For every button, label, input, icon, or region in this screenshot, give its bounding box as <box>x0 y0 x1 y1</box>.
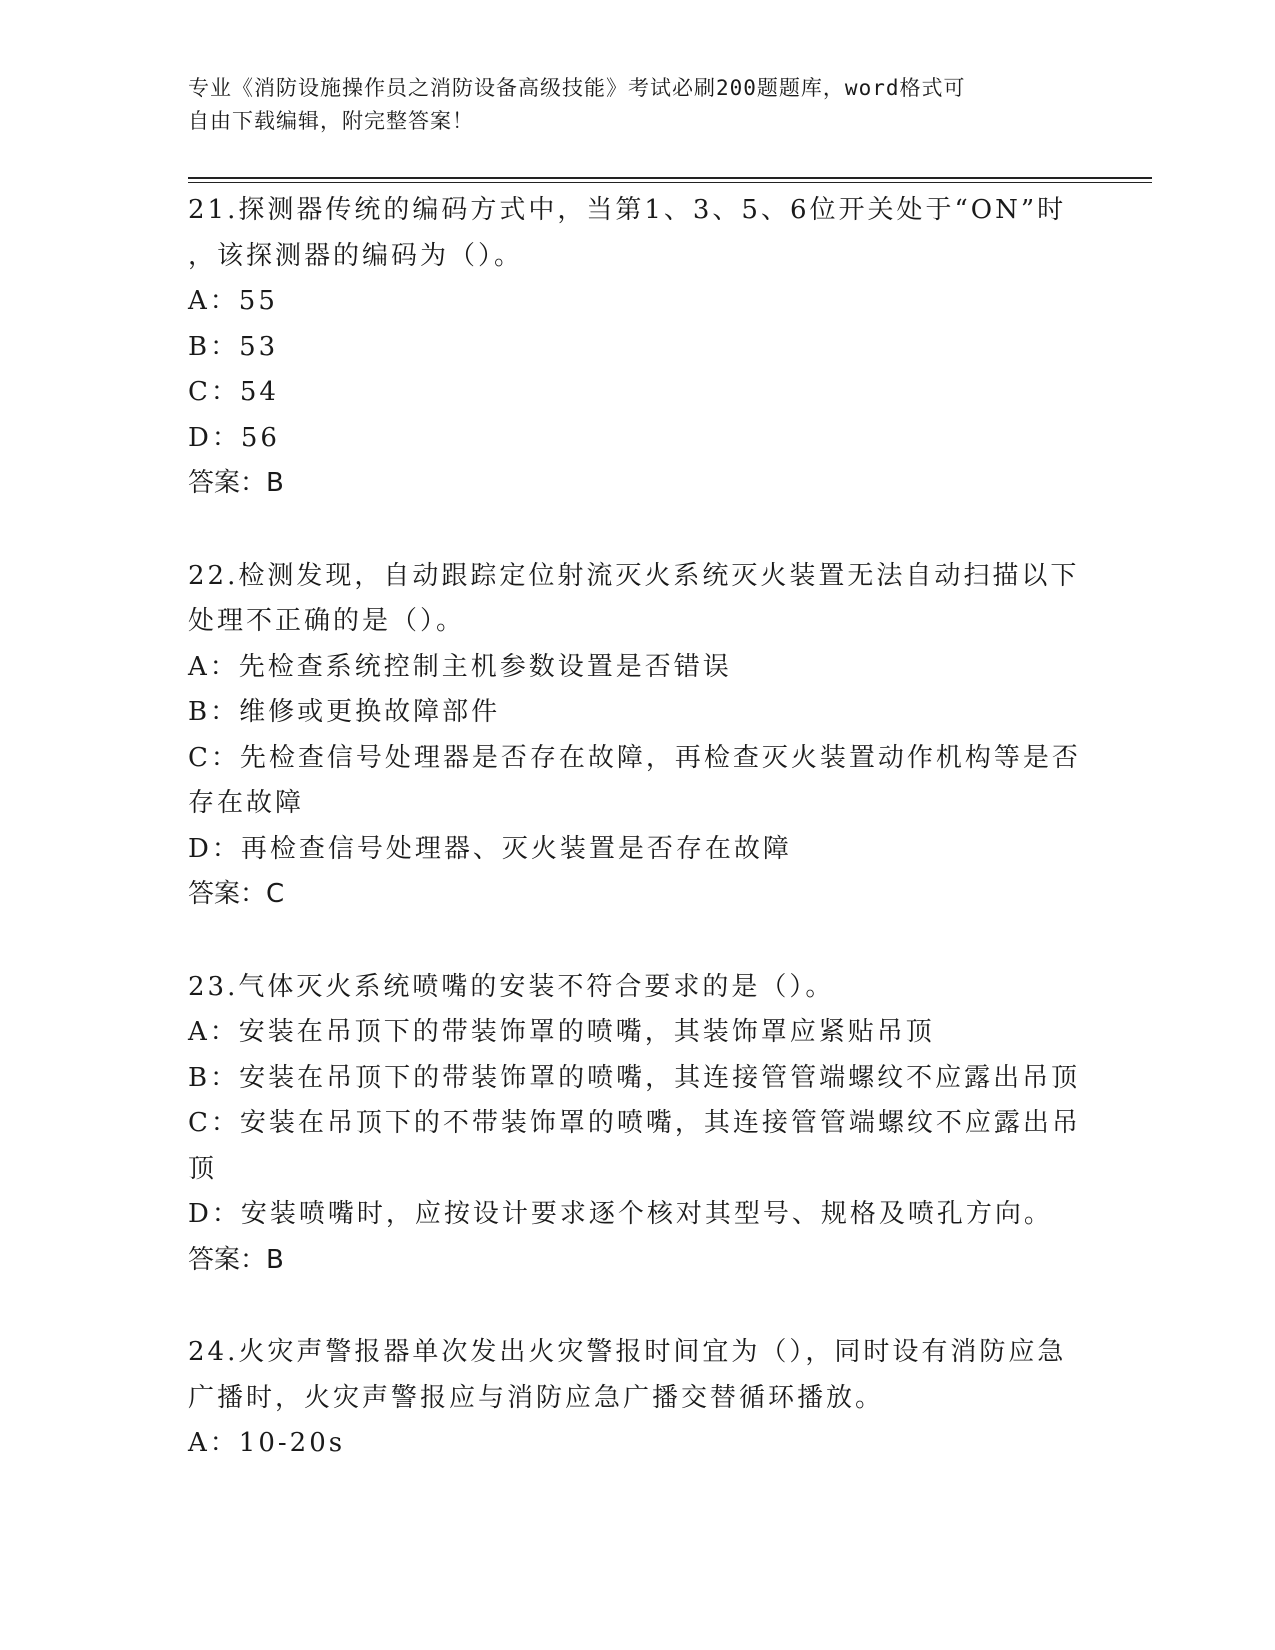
option-line: C：先检查信号处理器是否存在故障，再检查灭火装置动作机构等是否 <box>188 742 1081 773</box>
answer-value: C <box>266 879 286 909</box>
option-line: 顶 <box>188 1153 218 1184</box>
header-line-2: 自由下载编辑，附完整答案！ <box>188 109 474 133</box>
answer-line <box>188 872 1088 918</box>
option-line: 存在故障 <box>188 788 305 818</box>
question-stem <box>188 188 1088 279</box>
question-stem-line: 22.检测发现，自动跟踪定位射流灭火系统灭火装置无法自动扫描以下 <box>188 560 1080 591</box>
option-c <box>188 736 1088 827</box>
question-stem-line: 24.火灾声警报器单次发出火灾警报时间宜为（），同时设有消防应急 <box>188 1337 1067 1367</box>
answer-label: 答案： <box>188 468 267 498</box>
option-c: C：54 <box>188 377 279 407</box>
question-stem-line: 21.探测器传统的编码方式中，当第1、3、5、6位开关处于“ON”时 <box>188 195 1067 225</box>
question-stem-line: 广播时，火灾声警报应与消防应急广播交替循环播放。 <box>188 1382 885 1413</box>
answer-value: B <box>266 468 285 498</box>
option-c <box>188 1101 1088 1192</box>
option-d: D：安装喷嘴时，应按设计要求逐个核对其型号、规格及喷孔方向。 <box>188 1199 1053 1229</box>
question-stem <box>188 554 1088 645</box>
question-24 <box>188 1330 1088 1467</box>
option-b: B：安装在吊顶下的带装饰罩的喷嘴，其连接管管端螺纹不应露出吊顶 <box>188 1062 1081 1093</box>
question-stem <box>188 965 1088 1011</box>
header-divider-thick <box>188 177 1152 179</box>
option-b: B：53 <box>188 331 279 362</box>
option-a: A：10-20s <box>188 1428 346 1458</box>
question-list <box>188 188 1088 1467</box>
option-d: D：56 <box>188 422 280 453</box>
header-divider-thin <box>188 182 1152 183</box>
question-21 <box>188 188 1088 507</box>
option-line: C：安装在吊顶下的不带装饰罩的喷嘴，其连接管管端螺纹不应露出吊 <box>188 1108 1081 1138</box>
answer-label: 答案： <box>188 879 267 909</box>
question-stem-line: ，该探测器的编码为（）。 <box>188 240 524 271</box>
question-stem-line: 23.气体灭火系统喷嘴的安装不符合要求的是（）。 <box>188 971 835 1002</box>
header-line-1: 专业《消防设施操作员之消防设备高级技能》考试必刷200题题库，word格式可 <box>188 76 966 100</box>
option-b: B：维修或更换故障部件 <box>188 697 501 727</box>
question-23 <box>188 965 1088 1284</box>
answer-line <box>188 1238 1088 1284</box>
option-a: A：安装在吊顶下的带装饰罩的喷嘴，其装饰罩应紧贴吊顶 <box>188 1017 935 1047</box>
option-d: D：再检查信号处理器、灭火装置是否存在故障 <box>188 833 792 864</box>
question-stem <box>188 1330 1088 1421</box>
question-stem-line: 处理不正确的是（）。 <box>188 606 466 636</box>
answer-line <box>188 461 1088 507</box>
option-a: A：先检查系统控制主机参数设置是否错误 <box>188 651 732 682</box>
question-22 <box>188 554 1088 918</box>
page-header <box>188 72 1088 138</box>
option-a: A：55 <box>188 286 278 316</box>
answer-value: B <box>266 1244 285 1275</box>
answer-label: 答案： <box>188 1244 267 1275</box>
